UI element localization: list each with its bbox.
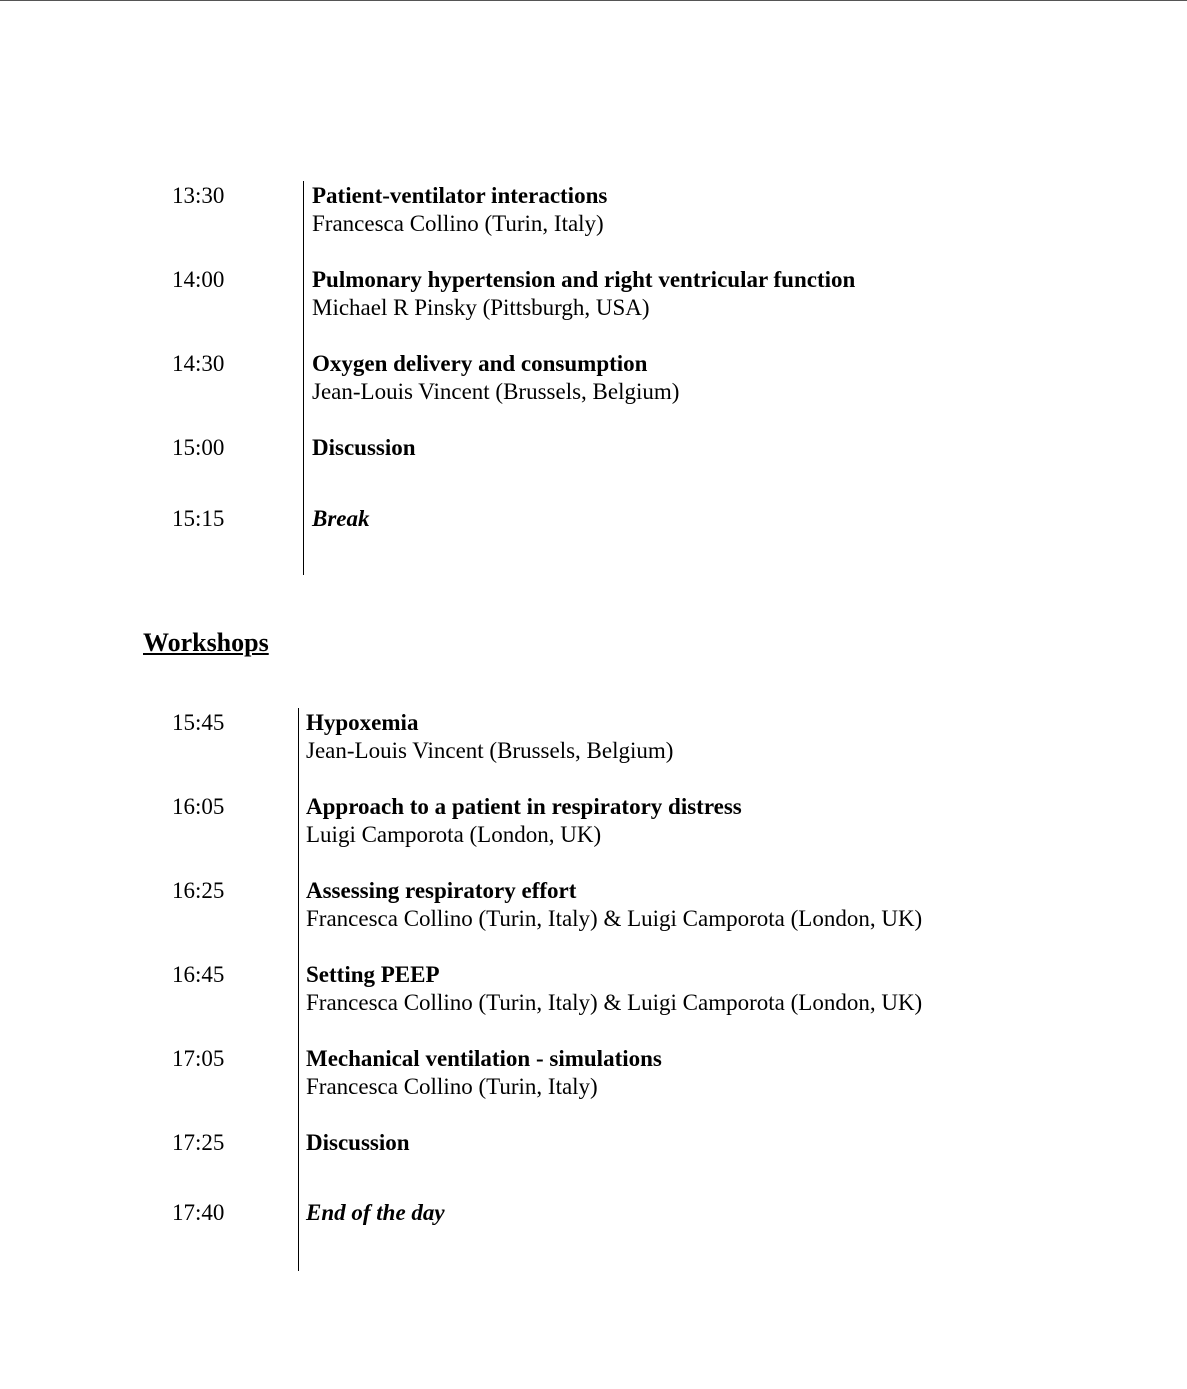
entry-title: Mechanical ventilation - simulations	[306, 1046, 662, 1071]
entry-speaker: Francesca Collino (Turin, Italy)	[312, 211, 604, 236]
entry-speaker: Jean-Louis Vincent (Brussels, Belgium)	[306, 738, 674, 763]
entry-speaker: Francesca Collino (Turin, Italy) & Luigi Camporota (London, UK)	[306, 990, 923, 1015]
entry-title: Oxygen delivery and consumption	[312, 351, 648, 376]
entry-speaker: Francesca Collino (Turin, Italy) & Luigi Camporota (London, UK)	[306, 906, 923, 931]
entry-speaker: Jean-Louis Vincent (Brussels, Belgium)	[312, 379, 680, 404]
entry-time: 17:25	[172, 1130, 225, 1155]
entry-time: 16:45	[172, 962, 225, 987]
entry-title: Discussion	[306, 1130, 410, 1155]
entry-title: Setting PEEP	[306, 962, 440, 987]
entry-title: Approach to a patient in respiratory distress	[306, 794, 742, 819]
entry-title: Pulmonary hypertension and right ventricular function	[312, 267, 856, 292]
entry-time: 17:40	[172, 1200, 225, 1225]
entry-time: 16:25	[172, 878, 225, 903]
entry-time: 14:30	[172, 351, 225, 376]
entry-title: Break	[312, 506, 370, 531]
entry-time: 17:05	[172, 1046, 225, 1071]
entry-time: 15:00	[172, 435, 225, 460]
entry-title: Discussion	[312, 435, 416, 460]
top-rule	[0, 0, 1187, 1]
entry-time: 15:45	[172, 710, 225, 735]
entry-time: 16:05	[172, 794, 225, 819]
entry-title: Assessing respiratory effort	[306, 878, 577, 903]
entry-speaker: Francesca Collino (Turin, Italy)	[306, 1074, 598, 1099]
entry-time: 15:15	[172, 506, 225, 531]
schedule-divider	[298, 708, 299, 1271]
entry-speaker: Luigi Camporota (London, UK)	[306, 822, 602, 847]
entry-title: End of the day	[306, 1200, 445, 1225]
entry-title: Patient-ventilator interactions	[312, 183, 608, 208]
entry-time: 14:00	[172, 267, 225, 292]
schedule-divider	[303, 181, 304, 575]
entry-time: 13:30	[172, 183, 225, 208]
entry-title: Hypoxemia	[306, 710, 419, 735]
entry-speaker: Michael R Pinsky (Pittsburgh, USA)	[312, 295, 650, 320]
section-heading: Workshops	[143, 628, 269, 657]
